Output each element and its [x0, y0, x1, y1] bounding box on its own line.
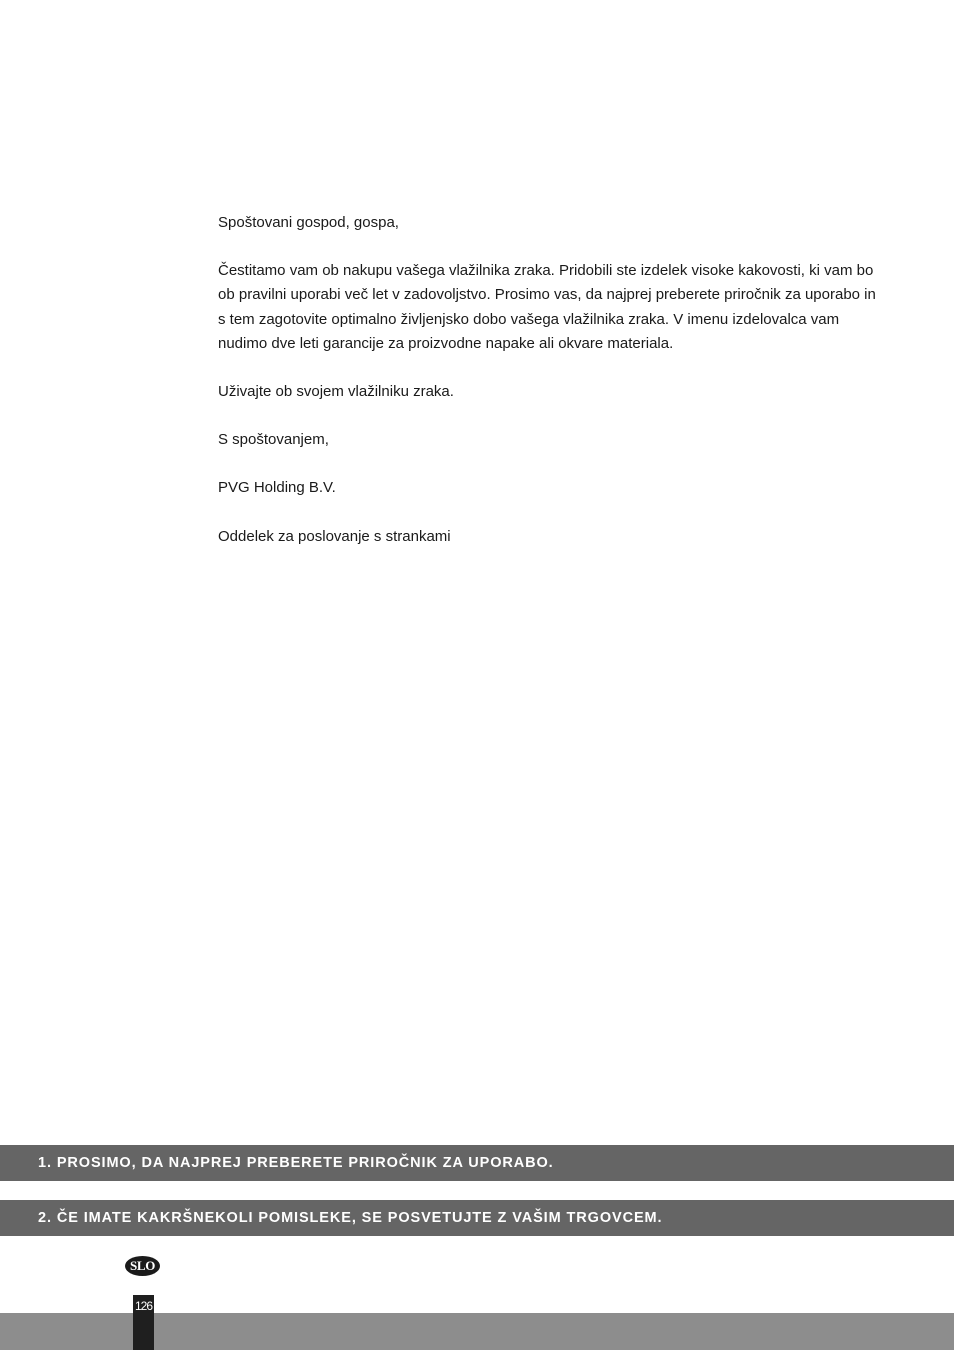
letter-company: PVG Holding B.V.: [218, 479, 336, 497]
letter-salutation: Spoštovani gospod, gospa,: [218, 214, 399, 231]
language-badge: SLO: [125, 1256, 160, 1276]
letter-body: Čestitamo vam ob nakupu vašega vlažilnika zraka. Pridobili ste izdelek visoke kakovosti, ki vam bo ob pravilni uporabi več let v zadovoljstvo. Prosimo vas, da najprej preberete priročnik za uporabo in s tem zagotovite optimalno življenjsko dobo vašega vlažilnika zraka. V imenu izdelovalca vam nudimo dve leti garancije za proizvodne napake ali okvare materiala.: [218, 262, 876, 352]
letter-department: Oddelek za poslovanje s strankami: [218, 527, 451, 545]
letter-closing: S spoštovanjem,: [218, 431, 329, 449]
notice-read-manual: 1. PROSIMO, DA NAJPREJ PREBERETE PRIROČNIK ZA UPORABO.: [0, 1145, 954, 1181]
letter-enjoy-line: Uživajte ob svojem vlažilniku zraka.: [218, 383, 454, 401]
notice-consult-dealer: 2. ČE IMATE KAKRŠNEKOLI POMISLEKE, SE POSVETUJTE Z VAŠIM TRGOVCEM.: [0, 1200, 954, 1236]
letter: [218, 211, 878, 573]
page-number: 126: [134, 1299, 153, 1313]
